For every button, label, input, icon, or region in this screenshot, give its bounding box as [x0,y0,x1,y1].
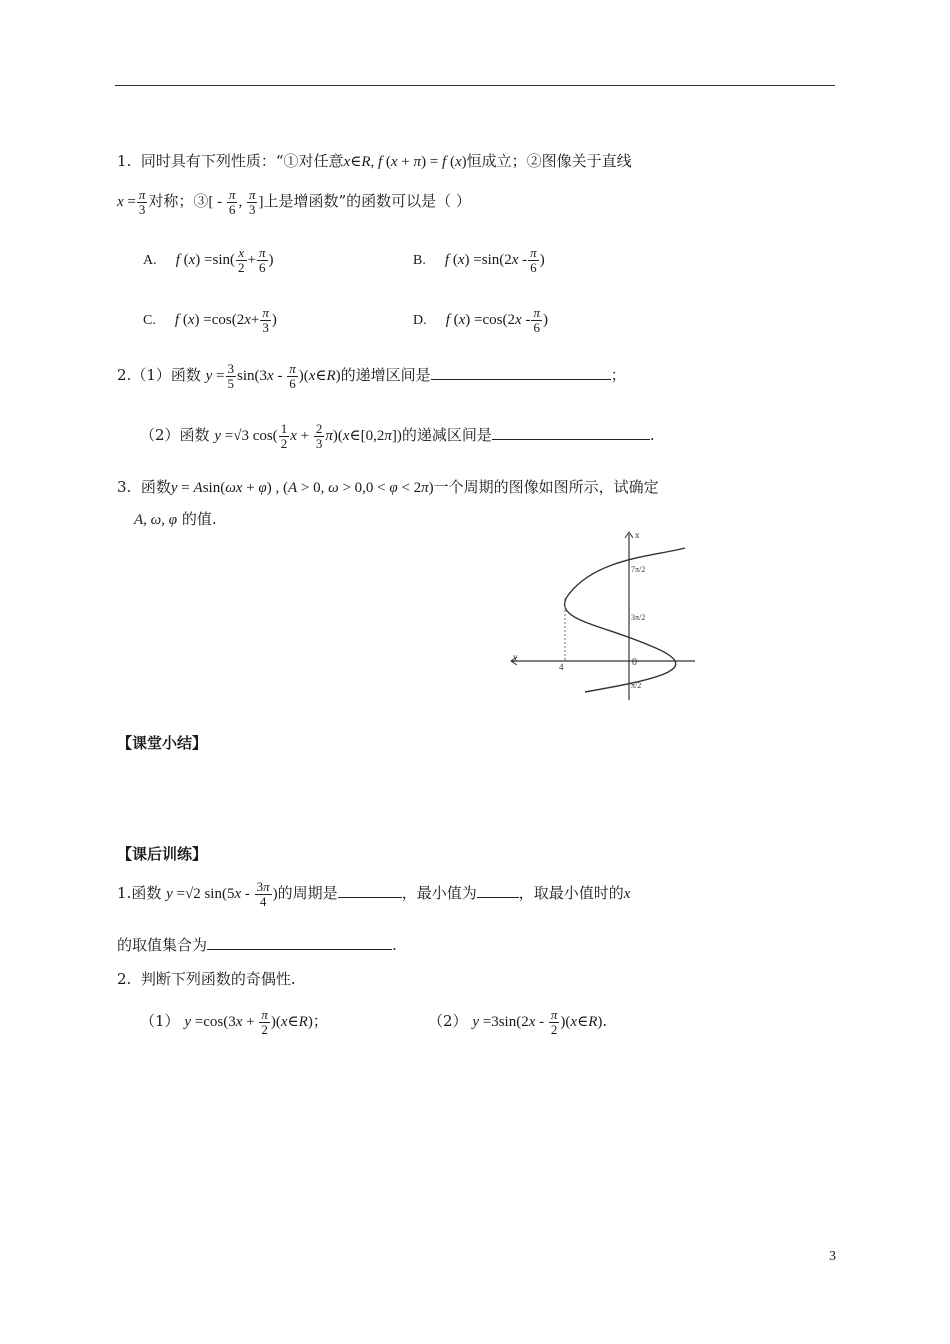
svg-text:3π/2: 3π/2 [631,613,646,622]
svg-text:4: 4 [559,662,564,672]
q1-stem-a: 同时具有下列性质：“①对任意 [140,152,344,170]
option-c-func: cos [211,312,232,329]
section-homework: 【课后训练】 [117,845,208,863]
q2-p2-label: （2）函数 [140,426,210,445]
h1-line2: 的取值集合为 . [117,936,397,954]
h1-set-blank[interactable] [207,935,392,950]
q2-number: 2. [117,366,132,385]
option-a-func: sin [212,252,231,269]
h2-number: 2. [117,970,132,988]
q2-p1-label: （1）函数 [131,366,201,385]
q3-stem-b: 一个周期的图像如图所示，试确定 [433,478,659,496]
section-class-summary: 【课堂小结】 [117,734,208,752]
h1-number: 1. [117,884,132,903]
sine-curve [565,548,685,692]
svg-text:x: x [635,530,640,540]
q3-stem-c: 的值. [181,510,217,528]
svg-text:7π/2: 7π/2 [631,565,646,574]
q1-formula-a: x [343,154,351,170]
q3-stem-a: 函数 [140,478,171,496]
option-b-func: sin [481,252,500,269]
h2-stem: 判断下列函数的奇偶性. [140,970,296,988]
q1-number: 1. [117,152,132,170]
q1-stem-b: 恒成立；②图像关于直线 [466,152,632,170]
q2-part1: 2.（1）函数 y = $\frac{3}{5}$ sin(3x - $\frac{\pi}{6}$ )(x∈R)的递增区间是 ； [117,361,626,391]
q1-stem-d: 上是增函数”的函数可以是（ ） [263,192,471,211]
q1-stem-c: 对称；③ [148,192,209,211]
q1-option-a: A. f (x) =sin( $\frac{x}{2}$ + $\frac{\pi}{6}$ ) [143,245,274,275]
option-b-letter: B. [413,253,426,269]
q2-p2-tail: 的递减区间是 [401,426,492,445]
q1-option-d: D. f (x) =cos(2x - $\frac{\pi}{6}$ ) [413,305,548,335]
option-a-letter: A. [143,253,157,269]
q3-graph-figure [505,528,705,708]
h1-min-blank[interactable] [477,883,519,898]
option-d-func: cos [482,312,503,329]
h1-line1: 1.函数 y =√2 sin(5x - $\frac{3\pi}{4}$ )的周期是 ，最小值为 ，取最小值时的x [117,879,631,909]
header-rule [115,85,835,86]
svg-text:y: y [513,652,518,662]
h2-line1 [117,968,296,989]
q2-p1-blank[interactable] [431,365,611,380]
h2-part2: （2） y =3sin(2x - $\frac{\pi}{2}$ )(x∈R). [428,1007,608,1037]
h2-part1: （1） y =cos(3x + $\frac{\pi}{2}$ )(x∈R)； [140,1007,328,1037]
h1-period-blank[interactable] [338,883,402,898]
page-number: 3 [829,1249,836,1264]
q1-option-c: C. f (x) =cos(2x+ $\frac{\pi}{3}$ ) [143,305,277,335]
q3-line1: 3. 函数y = Asin(ωx + φ) , (A > 0, ω > 0,0 < φ < 2π)一个周期的图像如图所示，试确定 [117,478,659,496]
q3-number: 3. [117,478,132,496]
q2-part2: （2）函数 y =√3 cos( $\frac{1}{2}$ x + $\frac{2}{3}$ π)(x∈[0,2π])的递减区间是 . [140,421,655,451]
svg-text:0: 0 [632,657,637,668]
q2-p2-blank[interactable] [492,425,650,440]
q2-p1-tail: 的递增区间是 [340,366,431,385]
q1-line1: 1. 同时具有下列性质：“①对任意x∈R, f (x + π) = f (x)恒成立；②图像关于直线 [117,152,632,170]
option-d-letter: D. [413,313,427,329]
q1-option-b: B. f (x) =sin(2x - $\frac{\pi}{6}$ ) [413,245,545,275]
svg-text:π/2: π/2 [631,681,642,690]
q3-line2: A, ω, φ 的值. [134,510,217,528]
option-c-letter: C. [143,313,156,329]
q1-line2: x = $\frac{\pi}{3}$ 对称；③[ - $\frac{\pi}{6}$ , $\frac{\pi}{3}$ ]上是增函数”的函数可以是（ ） [117,187,471,217]
